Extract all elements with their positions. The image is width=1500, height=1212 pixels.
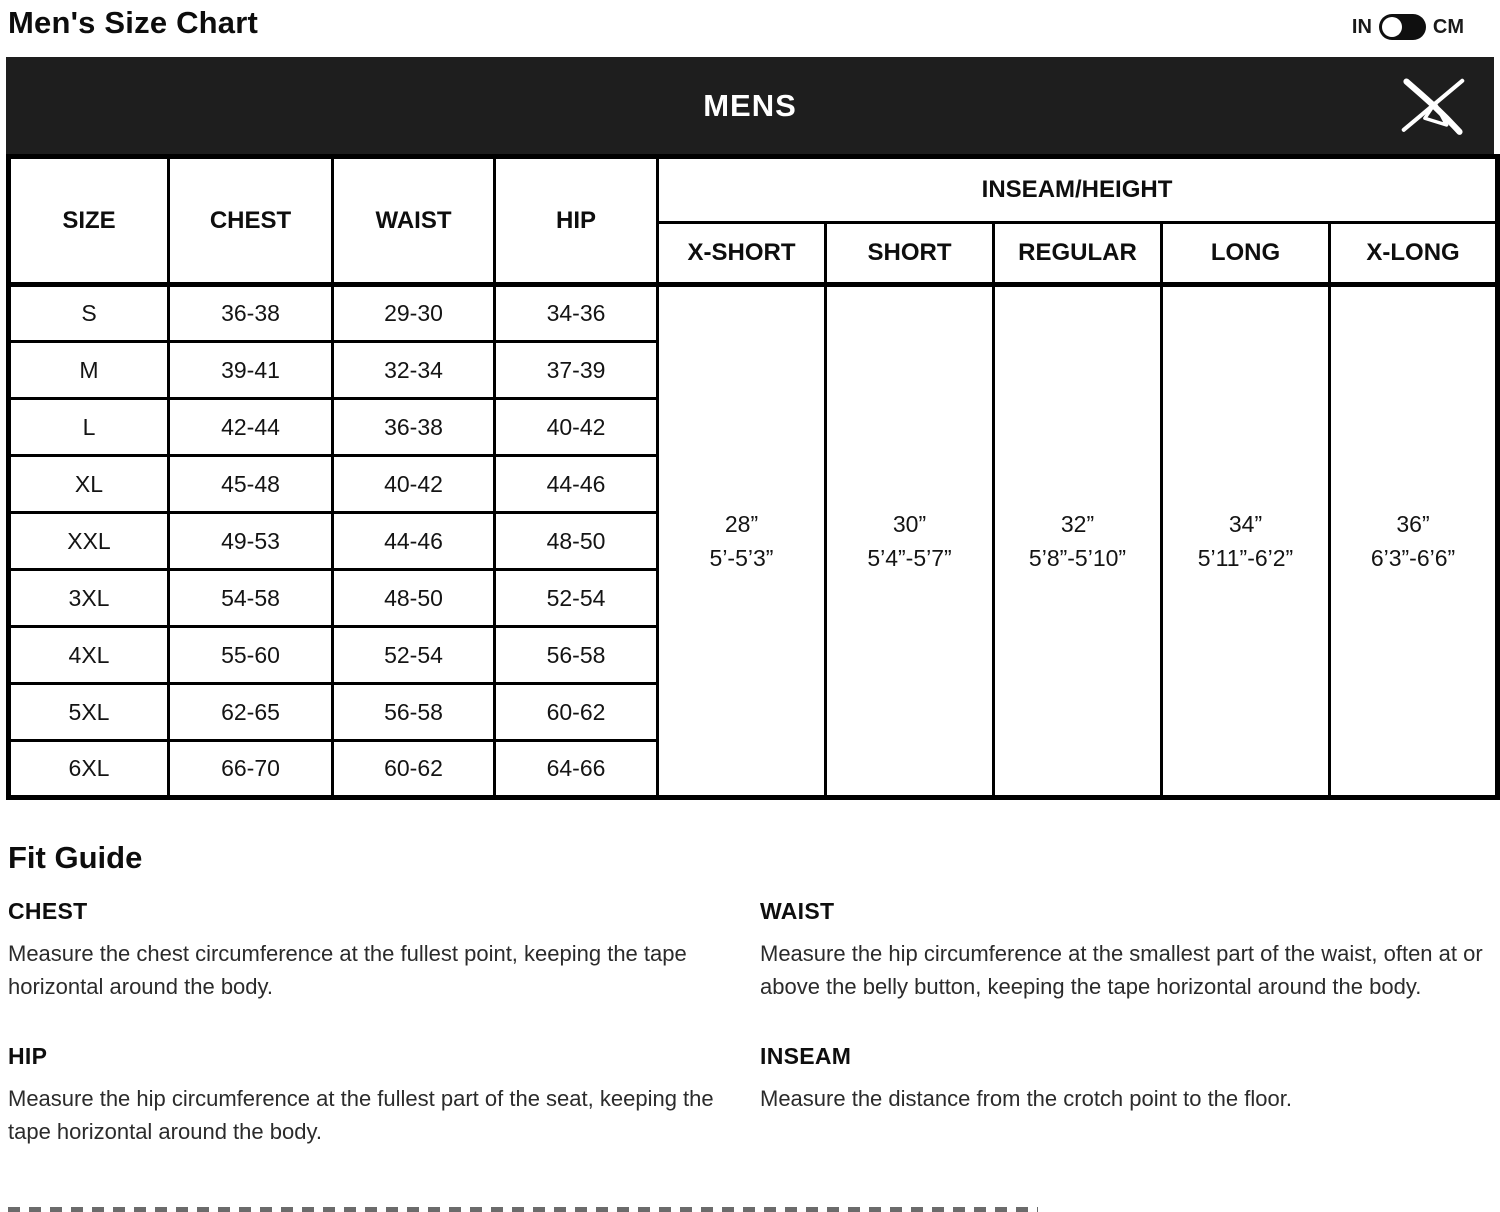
unit-toggle-switch[interactable]: [1379, 14, 1426, 40]
page-header: [0, 0, 1500, 41]
size-cell: XXL: [9, 513, 169, 570]
waist-cell: 56-58: [333, 684, 495, 741]
height-range-value: 5’11”-6’2”: [1197, 545, 1294, 571]
size-cell: M: [9, 342, 169, 399]
col-group-header-inseam-height: INSEAM/HEIGHT: [658, 157, 1498, 223]
fit-guide-text: Measure the distance from the crotch point to the floor.: [760, 1086, 1292, 1111]
hip-cell: 40-42: [495, 399, 658, 456]
inseam-height-cell: [1330, 285, 1498, 798]
hip-cell: 52-54: [495, 570, 658, 627]
height-range-value: 5’4”-5’7”: [867, 545, 952, 571]
fit-guide-chest: [8, 882, 752, 1003]
fit-guide-grid: [8, 882, 1492, 1148]
banner-title: MENS: [703, 87, 797, 123]
col-header-waist: WAIST: [333, 157, 495, 285]
col-header-size: SIZE: [9, 157, 169, 285]
size-cell: XL: [9, 456, 169, 513]
fit-guide-text: Measure the hip circumference at the fullest part of the seat, keeping the tape horizontal around the body.: [8, 1086, 714, 1144]
waist-cell: 52-54: [333, 627, 495, 684]
fit-guide-hip: [8, 1027, 752, 1148]
waist-cell: 36-38: [333, 399, 495, 456]
size-cell: 3XL: [9, 570, 169, 627]
height-range-value: 6’3”-6’6”: [1370, 545, 1456, 571]
fit-guide-text: Measure the chest circumference at the fullest point, keeping the tape horizontal around the body.: [8, 941, 687, 999]
size-cell: 4XL: [9, 627, 169, 684]
hip-cell: 37-39: [495, 342, 658, 399]
waist-cell: 29-30: [333, 285, 495, 342]
fit-guide-heading: INSEAM: [760, 1043, 852, 1069]
chest-cell: 55-60: [169, 627, 333, 684]
size-cell: 6XL: [9, 741, 169, 798]
hip-cell: 60-62: [495, 684, 658, 741]
cutoff-next-section-artifact: [8, 1207, 1038, 1212]
page-title: Men's Size Chart: [8, 5, 259, 40]
inseam-value: 32”: [1060, 510, 1095, 537]
inseam-height-cell: [994, 285, 1162, 798]
chest-cell: 49-53: [169, 513, 333, 570]
col-header-hip: HIP: [495, 157, 658, 285]
table-row: [9, 285, 1498, 342]
fit-guide-text: Measure the hip circumference at the smallest part of the waist, often at or above the belly button, keeping the tape horizontal around the body.: [760, 941, 1483, 999]
size-cell: S: [9, 285, 169, 342]
col-header-chest: CHEST: [169, 157, 333, 285]
col-header-x-long: X-LONG: [1330, 223, 1498, 285]
inseam-height-cell: [1162, 285, 1330, 798]
fit-guide-inseam: [760, 1027, 1492, 1148]
waist-cell: 40-42: [333, 456, 495, 513]
size-cell: L: [9, 399, 169, 456]
size-chart-table: [6, 154, 1500, 800]
fit-guide-title: Fit Guide: [8, 840, 143, 875]
chest-cell: 54-58: [169, 570, 333, 627]
waist-cell: 48-50: [333, 570, 495, 627]
size-rows: [9, 285, 1498, 798]
chest-cell: 66-70: [169, 741, 333, 798]
fit-guide-waist: [760, 882, 1492, 1003]
fit-guide-heading: WAIST: [760, 898, 835, 924]
height-range-value: 5’8”-5’10”: [1028, 545, 1127, 571]
col-header-regular: REGULAR: [994, 223, 1162, 285]
inseam-height-cell: [658, 285, 826, 798]
height-range-value: 5’-5’3”: [709, 545, 774, 571]
col-header-long: LONG: [1162, 223, 1330, 285]
hip-cell: 44-46: [495, 456, 658, 513]
waist-cell: 44-46: [333, 513, 495, 570]
col-header-short: SHORT: [826, 223, 994, 285]
chest-cell: 42-44: [169, 399, 333, 456]
fit-guide-heading: CHEST: [8, 898, 88, 924]
unit-label-cm: CM: [1432, 15, 1464, 38]
brand-logo-icon: [1392, 72, 1474, 145]
inseam-value: 34”: [1228, 510, 1263, 537]
table-banner: [6, 57, 1494, 154]
hip-cell: 64-66: [495, 741, 658, 798]
inseam-value: 28”: [724, 510, 759, 537]
hip-cell: 34-36: [495, 285, 658, 342]
hip-cell: 48-50: [495, 513, 658, 570]
fit-guide-section: [0, 840, 1500, 1148]
waist-cell: 32-34: [333, 342, 495, 399]
size-cell: 5XL: [9, 684, 169, 741]
unit-label-in: IN: [1351, 15, 1372, 38]
fit-guide-heading: HIP: [8, 1043, 48, 1069]
waist-cell: 60-62: [333, 741, 495, 798]
inseam-value: 30”: [892, 510, 927, 537]
chest-cell: 45-48: [169, 456, 333, 513]
chest-cell: 39-41: [169, 342, 333, 399]
inseam-value: 36”: [1396, 510, 1430, 537]
chest-cell: 36-38: [169, 285, 333, 342]
col-header-x-short: X-SHORT: [658, 223, 826, 285]
hip-cell: 56-58: [495, 627, 658, 684]
chest-cell: 62-65: [169, 684, 333, 741]
unit-toggle[interactable]: [1352, 14, 1464, 40]
unit-toggle-knob: [1382, 17, 1402, 37]
inseam-height-cell: [826, 285, 994, 798]
header-row-top: [9, 157, 1498, 223]
